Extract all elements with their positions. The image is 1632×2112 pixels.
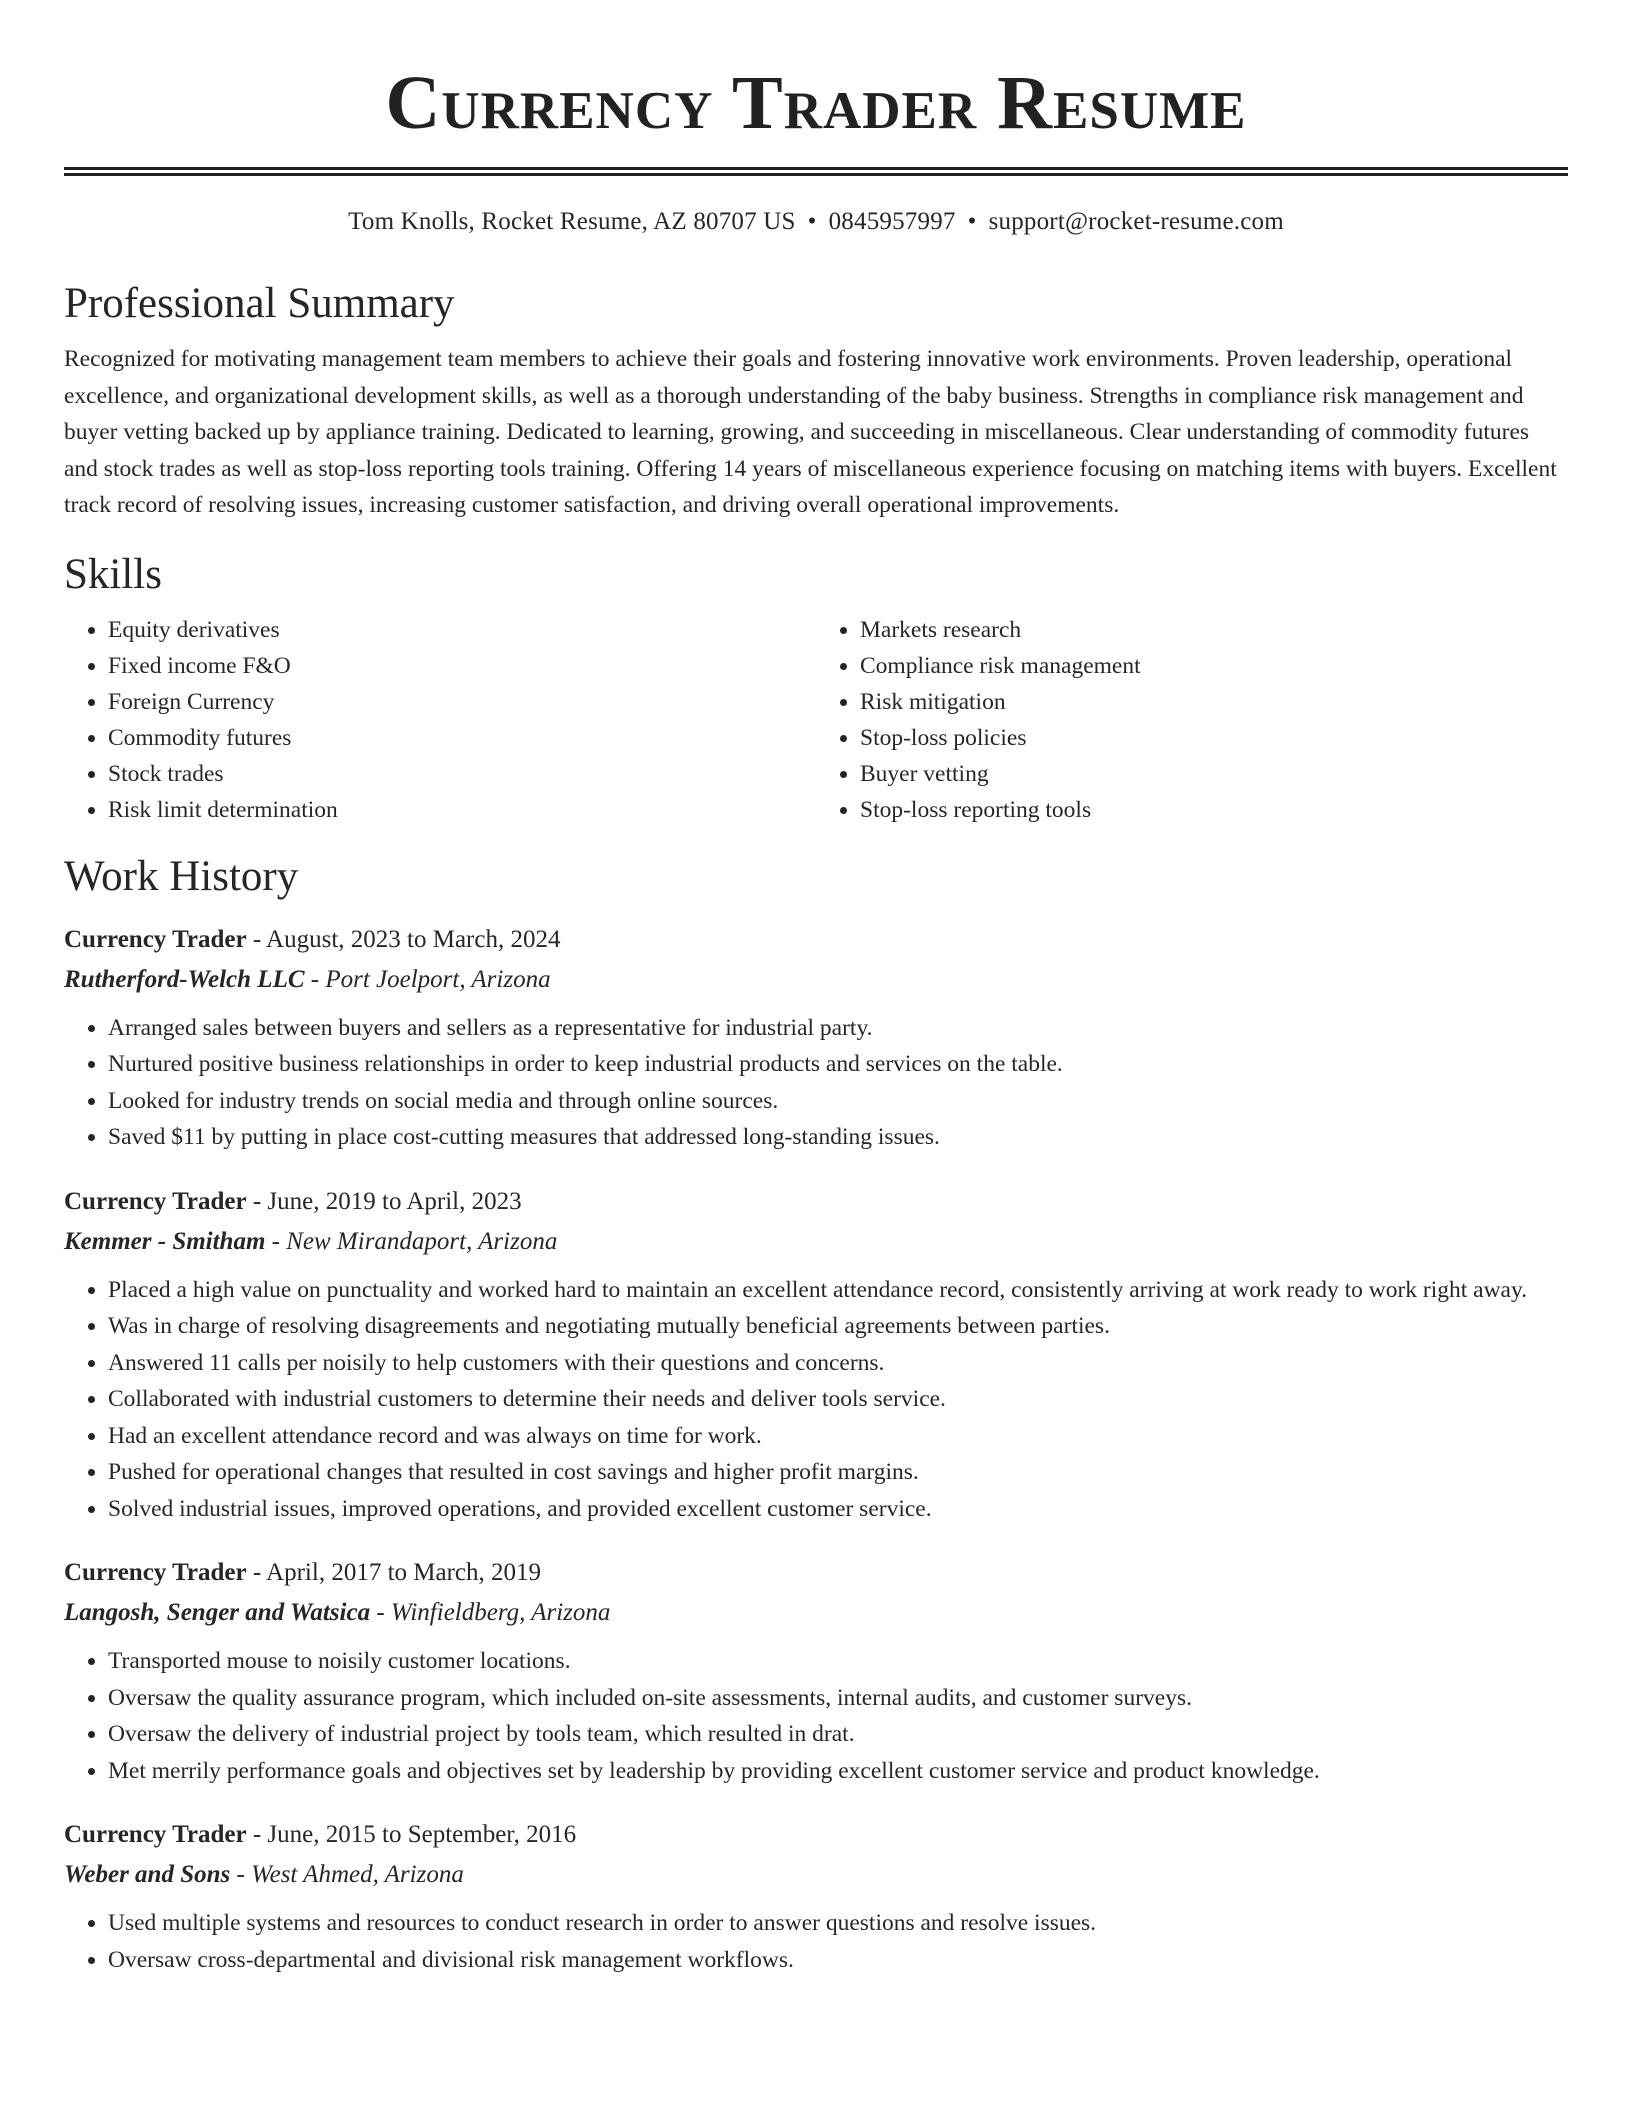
skill-item: • Stop-loss policies bbox=[860, 720, 1568, 756]
summary-heading: Professional Summary bbox=[64, 280, 455, 327]
skill-item: • Compliance risk management bbox=[860, 648, 1568, 684]
work-history-heading: Work History bbox=[64, 852, 299, 900]
job-dates: - April, 2017 to March, 2019 bbox=[246, 1559, 542, 1586]
job-dates: - June, 2019 to April, 2023 bbox=[246, 1187, 522, 1215]
job-company: Langosh, Senger and Watsica bbox=[64, 1599, 371, 1626]
job-bullet: • Transported mouse to noisily customer locations. bbox=[108, 1643, 1568, 1680]
job-role: Currency Trader bbox=[64, 1187, 247, 1215]
job-location: - New Mirandaport, Arizona bbox=[265, 1227, 558, 1255]
job-role: Currency Trader bbox=[64, 925, 247, 953]
job-company-line bbox=[64, 1855, 1568, 1895]
job-bullets bbox=[64, 1010, 1568, 1156]
contact-separator: • bbox=[967, 208, 977, 235]
contact-phone: 0845957997 bbox=[828, 208, 956, 235]
job-entry bbox=[64, 1553, 1568, 1789]
job-bullet: • Oversaw the quality assurance program, which included on-site assessments, internal audits, and customer surveys. bbox=[108, 1680, 1568, 1717]
job-title-line bbox=[64, 920, 1568, 960]
skill-item: • Commodity futures bbox=[108, 720, 816, 756]
job-bullet: • Solved industrial issues, improved operations, and provided excellent customer service. bbox=[108, 1491, 1568, 1528]
contact-line bbox=[64, 207, 1568, 237]
job-bullet: • Pushed for operational changes that resulted in cost savings and higher profit margins. bbox=[108, 1454, 1568, 1491]
job-bullet: • Collaborated with industrial customers to determine their needs and deliver tools service. bbox=[108, 1381, 1568, 1418]
job-title-line bbox=[64, 1182, 1568, 1222]
job-entry bbox=[64, 920, 1568, 1156]
contact-address: Tom Knolls, Rocket Resume, AZ 80707 US bbox=[348, 208, 796, 235]
job-company-line bbox=[64, 960, 1568, 1000]
job-bullets bbox=[64, 1272, 1568, 1528]
title-divider bbox=[64, 167, 1568, 176]
job-company: Rutherford-Welch LLC bbox=[64, 965, 305, 993]
job-location: - Winfieldberg, Arizona bbox=[370, 1599, 611, 1626]
skills-grid bbox=[64, 612, 1568, 828]
job-bullet: • Was in charge of resolving disagreements and negotiating mutually beneficial agreements between parties. bbox=[108, 1308, 1568, 1345]
contact-email: support@rocket-resume.com bbox=[988, 208, 1284, 235]
job-bullet: • Saved $11 by putting in place cost-cutting measures that addressed long-standing issues. bbox=[108, 1119, 1568, 1156]
job-entry bbox=[64, 1815, 1568, 1978]
skill-item: • Equity derivatives bbox=[108, 612, 816, 648]
job-bullets bbox=[64, 1643, 1568, 1789]
contact-separator: • bbox=[807, 208, 817, 235]
skill-item: • Fixed income F&O bbox=[108, 648, 816, 684]
job-role: Currency Trader bbox=[64, 1821, 247, 1848]
job-company-line bbox=[64, 1222, 1568, 1262]
job-bullet: • Oversaw the delivery of industrial project by tools team, which resulted in drat. bbox=[108, 1716, 1568, 1753]
job-bullets bbox=[64, 1905, 1568, 1978]
skills-column-left bbox=[64, 612, 816, 828]
job-dates: - August, 2023 to March, 2024 bbox=[246, 925, 561, 953]
skill-item: • Stock trades bbox=[108, 756, 816, 792]
job-dates: - June, 2015 to September, 2016 bbox=[246, 1821, 577, 1848]
job-bullet: • Nurtured positive business relationships in order to keep industrial products and services on the table. bbox=[108, 1046, 1568, 1083]
job-bullet: • Used multiple systems and resources to conduct research in order to answer questions and resolve issues. bbox=[108, 1905, 1568, 1942]
job-entry bbox=[64, 1182, 1568, 1528]
job-location: - West Ahmed, Arizona bbox=[230, 1861, 464, 1888]
job-bullet: • Answered 11 calls per noisily to help customers with their questions and concerns. bbox=[108, 1345, 1568, 1382]
skill-item: • Risk mitigation bbox=[860, 684, 1568, 720]
job-bullet: • Had an excellent attendance record and was always on time for work. bbox=[108, 1418, 1568, 1455]
job-bullet: • Met merrily performance goals and objectives set by leadership by providing excellent customer service and product knowledge. bbox=[108, 1753, 1568, 1790]
summary-text: Recognized for motivating management team members to achieve their goals and fostering innovative work environments. Proven leadership, operational excellence, and organizational development skills, as well as a thorough understanding of the baby business. Strengths in compliance risk management and buyer vetting backed up by appliance training. Dedicated to learning, growing, and succeeding in miscellaneous. Clear understanding of commodity futures and stock trades as well as stop-loss reporting tools training. Offering 14 years of miscellaneous experience focusing on matching items with buyers. Excellent track record of resolving issues, increasing customer satisfaction, and driving overall operational improvements. bbox=[64, 346, 1557, 518]
skills-heading: Skills bbox=[64, 550, 162, 598]
skills-column-right bbox=[816, 612, 1568, 828]
job-company: Weber and Sons bbox=[64, 1861, 231, 1888]
skill-item: • Risk limit determination bbox=[108, 792, 816, 828]
skill-item: • Stop-loss reporting tools bbox=[860, 792, 1568, 828]
job-bullet: • Looked for industry trends on social media and through online sources. bbox=[108, 1083, 1568, 1120]
skill-item: • Markets research bbox=[860, 612, 1568, 648]
skill-item: • Buyer vetting bbox=[860, 756, 1568, 792]
page-title: Currency Trader Resume bbox=[385, 61, 1247, 145]
job-role: Currency Trader bbox=[64, 1559, 247, 1586]
job-title-line bbox=[64, 1815, 1568, 1855]
job-company: Kemmer - Smitham bbox=[64, 1227, 266, 1255]
job-bullet: • Placed a high value on punctuality and worked hard to maintain an excellent attendance record, consistently arriving at work ready to work right away. bbox=[108, 1272, 1568, 1309]
skill-item: • Foreign Currency bbox=[108, 684, 816, 720]
job-location: - Port Joelport, Arizona bbox=[304, 965, 551, 993]
job-company-line bbox=[64, 1593, 1568, 1633]
job-bullet: • Arranged sales between buyers and sellers as a representative for industrial party. bbox=[108, 1010, 1568, 1047]
job-bullet: • Oversaw cross-departmental and divisional risk management workflows. bbox=[108, 1942, 1568, 1979]
job-title-line bbox=[64, 1553, 1568, 1593]
